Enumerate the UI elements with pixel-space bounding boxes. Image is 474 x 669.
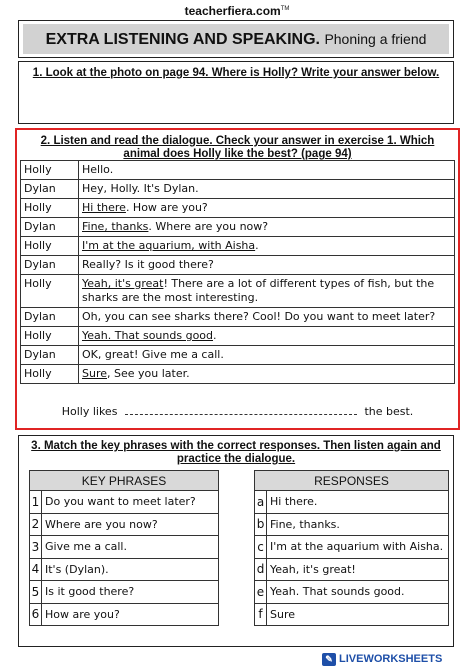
key-phrase-underlined: Sure xyxy=(82,367,108,380)
dialogue-line xyxy=(79,199,455,218)
dialogue-row xyxy=(21,308,455,327)
likes-after: the best. xyxy=(364,405,414,418)
dialogue-row xyxy=(21,180,455,199)
page-title xyxy=(23,24,449,54)
key-phrase-row-marker: 5 xyxy=(30,581,42,604)
speaker-name: Holly xyxy=(21,365,79,384)
response-row-marker: f xyxy=(255,603,267,626)
speaker-name: Holly xyxy=(21,327,79,346)
line-text: Really? Is it good there? xyxy=(82,258,214,271)
exercise-2 xyxy=(15,128,460,430)
line-text: . How are you? xyxy=(125,201,208,214)
key-phrase-row[interactable] xyxy=(30,558,219,581)
key-phrase-row-marker: 1 xyxy=(30,491,42,514)
response-row-text: Hi there. xyxy=(267,491,449,514)
key-phrase-underlined: Yeah. That sounds good xyxy=(82,329,214,342)
responses-header: RESPONSES xyxy=(255,471,449,491)
key-phrases-header: KEY PHRASES xyxy=(30,471,219,491)
speaker-name: Holly xyxy=(21,199,79,218)
liveworksheets-logo-icon: ✎ xyxy=(322,653,336,666)
speaker-name: Dylan xyxy=(21,346,79,365)
responses-table xyxy=(254,470,449,626)
line-text: Hello. xyxy=(82,163,114,176)
dialogue-line xyxy=(79,308,455,327)
key-phrase-row-marker: 6 xyxy=(30,603,42,626)
likes-answer-blank[interactable] xyxy=(125,405,357,415)
key-phrase-row-text: Where are you now? xyxy=(42,513,219,536)
line-text: OK, great! Give me a call. xyxy=(82,348,224,361)
speaker-name: Holly xyxy=(21,275,79,308)
dialogue-line xyxy=(79,275,455,308)
line-text: . xyxy=(255,239,259,252)
dialogue-line xyxy=(79,256,455,275)
dialogue-line xyxy=(79,346,455,365)
key-phrases-table xyxy=(29,470,219,626)
likes-before: Holly likes xyxy=(61,405,118,418)
line-text: Hey, Holly. It's Dylan. xyxy=(82,182,199,195)
exercise-2-instruction: 2. Listen and read the dialogue. Check your answer in exercise 1. Which animal does Holly like the best? (page 94) xyxy=(40,135,435,160)
dialogue-row xyxy=(21,346,455,365)
response-row[interactable] xyxy=(255,581,449,604)
key-phrase-underlined: Fine, thanks xyxy=(82,220,149,233)
title-box xyxy=(18,20,454,58)
key-phrase-row-text: Is it good there? xyxy=(42,581,219,604)
key-phrase-row[interactable] xyxy=(30,513,219,536)
key-phrase-row-text: Give me a call. xyxy=(42,536,219,559)
site-name: teacherfiera.com™ xyxy=(184,4,290,18)
line-text: ! There are a lot of different types of fish, but the sharks are the most interesting. xyxy=(82,277,435,304)
dialogue-row xyxy=(21,275,455,308)
key-phrase-row-text: It's (Dylan). xyxy=(42,558,219,581)
dialogue-row xyxy=(21,237,455,256)
speaker-name: Dylan xyxy=(21,180,79,199)
dialogue-row xyxy=(21,327,455,346)
dialogue-table xyxy=(20,160,455,384)
dialogue-row xyxy=(21,256,455,275)
response-row-text: Yeah, it's great! xyxy=(267,558,449,581)
response-row-marker: d xyxy=(255,558,267,581)
dialogue-line xyxy=(79,237,455,256)
key-phrase-row-marker: 3 xyxy=(30,536,42,559)
title-sub: Phoning a friend xyxy=(324,31,427,47)
key-phrase-row[interactable] xyxy=(30,603,219,626)
key-phrase-row[interactable] xyxy=(30,491,219,514)
dialogue-row xyxy=(21,218,455,237)
response-row-marker: c xyxy=(255,536,267,559)
dialogue-line xyxy=(79,327,455,346)
speaker-name: Holly xyxy=(21,237,79,256)
exercise-1 xyxy=(18,61,454,124)
line-text: , See you later. xyxy=(107,367,190,380)
key-phrase-row-marker: 4 xyxy=(30,558,42,581)
dialogue-row xyxy=(21,365,455,384)
line-text: . xyxy=(213,329,217,342)
title-main: EXTRA LISTENING AND SPEAKING. xyxy=(45,31,320,48)
speaker-name: Dylan xyxy=(21,256,79,275)
response-row-marker: e xyxy=(255,581,267,604)
response-row[interactable] xyxy=(255,603,449,626)
line-text: . Where are you now? xyxy=(148,220,269,233)
exercise-1-instruction: 1. Look at the photo on page 94. Where is Holly? Write your answer below. xyxy=(32,67,440,79)
speaker-name: Dylan xyxy=(21,308,79,327)
key-phrase-row-marker: 2 xyxy=(30,513,42,536)
response-row-text: Sure xyxy=(267,603,449,626)
response-row[interactable] xyxy=(255,536,449,559)
exercise-3-instruction: 3. Match the key phrases with the correct responses. Then listen again and practice the dialogue. xyxy=(31,440,441,465)
response-row[interactable] xyxy=(255,558,449,581)
dialogue-row xyxy=(21,161,455,180)
dialogue-line xyxy=(79,180,455,199)
response-row[interactable] xyxy=(255,513,449,536)
response-row-marker: b xyxy=(255,513,267,536)
dialogue-line xyxy=(79,365,455,384)
response-row-text: I'm at the aquarium with Aisha. xyxy=(267,536,449,559)
key-phrase-row-text: How are you? xyxy=(42,603,219,626)
response-row[interactable] xyxy=(255,491,449,514)
line-text: Oh, you can see sharks there? Cool! Do you want to meet later? xyxy=(82,310,436,323)
key-phrase-underlined: I'm at the aquarium, with Aisha xyxy=(82,239,256,252)
logo-text: LIVEWORKSHEETS xyxy=(339,653,443,665)
key-phrase-underlined: Hi there xyxy=(82,201,126,214)
key-phrase-row-text: Do you want to meet later? xyxy=(42,491,219,514)
speaker-name: Dylan xyxy=(21,218,79,237)
dialogue-line xyxy=(79,218,455,237)
dialogue-row xyxy=(21,199,455,218)
key-phrase-row[interactable] xyxy=(30,536,219,559)
speaker-name: Holly xyxy=(21,161,79,180)
liveworksheets-logo[interactable] xyxy=(322,651,442,667)
response-row-text: Fine, thanks. xyxy=(267,513,449,536)
key-phrase-underlined: Yeah, it's great xyxy=(82,277,164,290)
key-phrase-row[interactable] xyxy=(30,581,219,604)
response-row-marker: a xyxy=(255,491,267,514)
dialogue-line xyxy=(79,161,455,180)
holly-likes-sentence xyxy=(17,405,458,418)
exercise-3 xyxy=(18,435,454,647)
response-row-text: Yeah. That sounds good. xyxy=(267,581,449,604)
exercise-1-answer-area[interactable] xyxy=(25,84,447,117)
